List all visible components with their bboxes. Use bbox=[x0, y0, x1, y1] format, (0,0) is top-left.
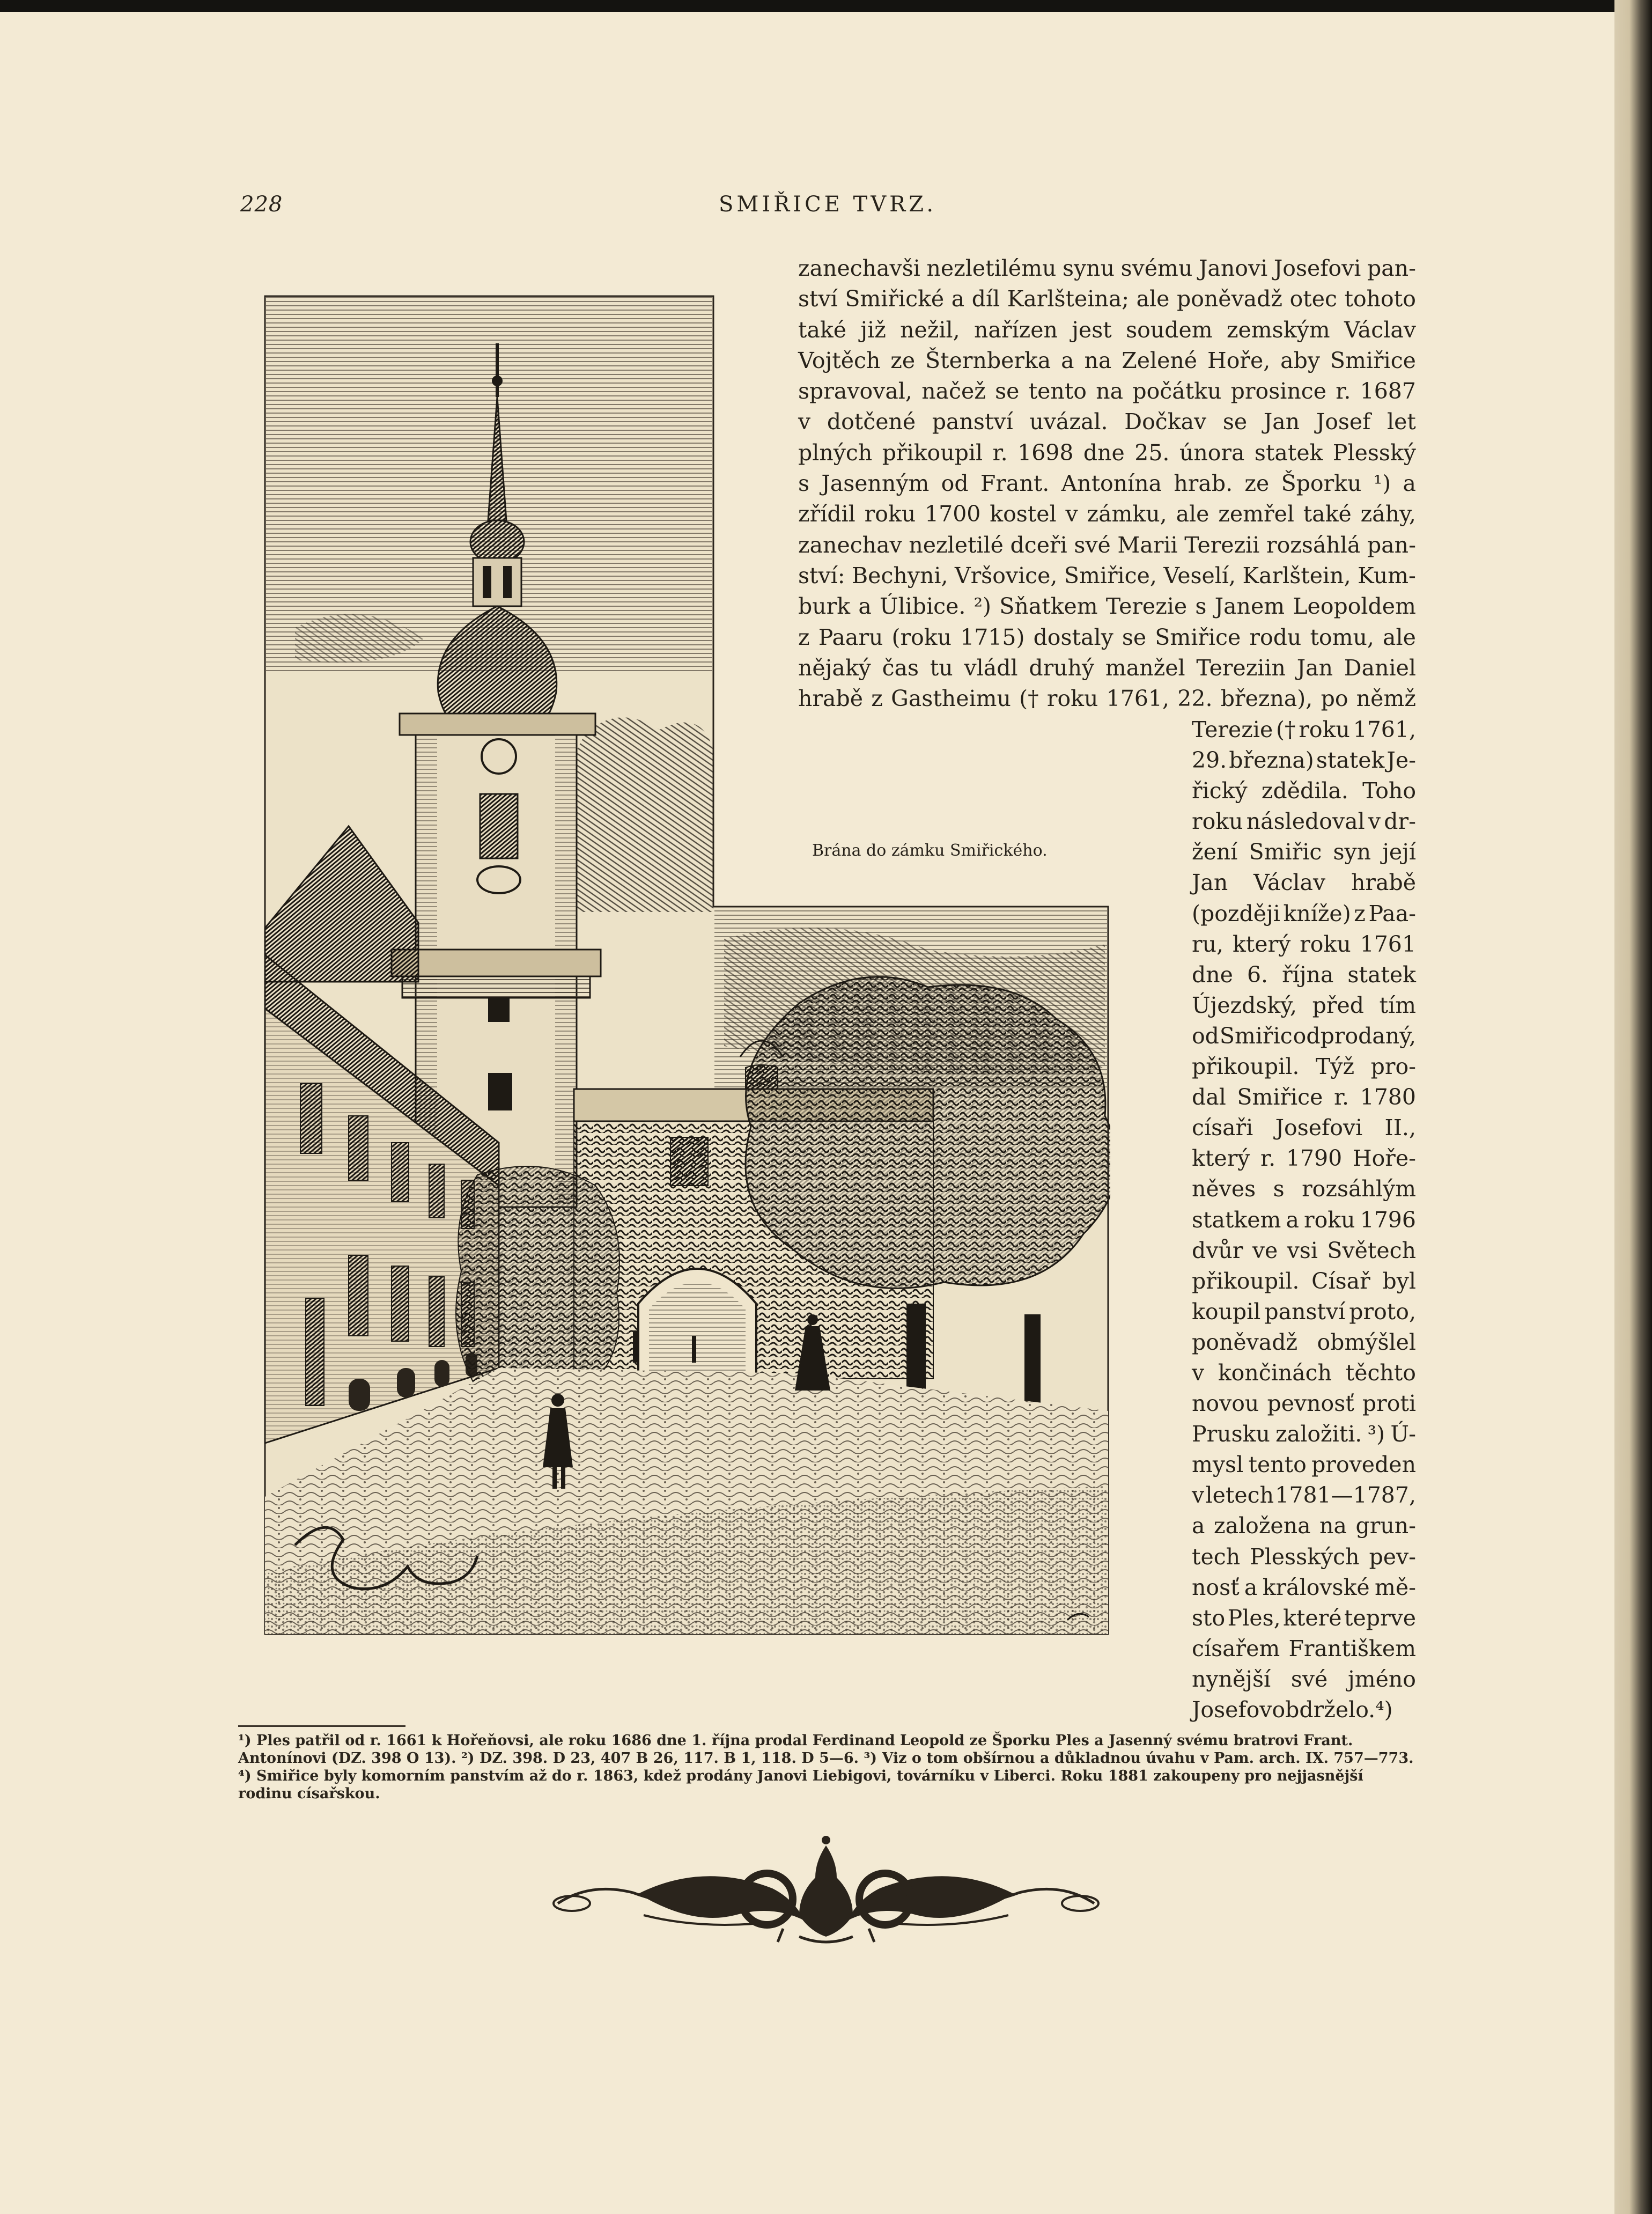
column-text-line: něves s rozsáhlým bbox=[1192, 1176, 1416, 1202]
footnotes: ¹) Ples patřil od r. 1661 k Hořeňovsi, ale roku 1686 dne 1. října prodal Ferdinand Leopold ze Šporku Ples a Jasenný svému bratrovi Frant. Antonínovi (DZ. 398 O 13). ²) DZ. 398. D 23, 407 B 26, 117. B 1, 118. D 5—6. ³) Viz o tom obšírnou a důkladnou úvahu v Pam. arch. IX. 757—773. ⁴) Smiřice byly komorním panstvím až do r. 1863, kdež prodány Janovi Liebigovi, továrníku v Liberci. Roku 1881 zakoupeny pro nejjasnější rodinu císařskou. bbox=[238, 1732, 1414, 1802]
text-line: zřídil roku 1700 kostel v zámku, ale zemřel také záhy, bbox=[798, 501, 1416, 527]
text-line: plných přikoupil r. 1698 dne 25. února statek Plesský bbox=[798, 439, 1416, 466]
text-line: hrabě z Gastheimu († roku 1761, 22. března), po němž bbox=[798, 686, 1416, 712]
text-line: ství Smiřické a díl Karlšteina; ale poněvadž otec tohoto bbox=[798, 286, 1416, 312]
column-text-line: roku následoval v dr- bbox=[1192, 808, 1416, 835]
column-text-line: novou pevnosť proti bbox=[1192, 1391, 1416, 1417]
column-text-line: Újezdský, před tím bbox=[1192, 992, 1416, 1018]
page-number: 228 bbox=[240, 192, 283, 217]
column-text-line: dal Smiřice r. 1780 bbox=[1192, 1084, 1416, 1110]
column-text-line: statkem a roku 1796 bbox=[1192, 1207, 1416, 1233]
column-text-line: mysl tento proveden bbox=[1192, 1452, 1416, 1478]
text-line: z Paaru (roku 1715) dostaly se Smiřice rodu tomu, ale bbox=[798, 624, 1416, 650]
column-text-line: ru, který roku 1761 bbox=[1192, 931, 1416, 957]
column-text-line: který r. 1790 Hoře- bbox=[1192, 1145, 1416, 1172]
text-line: s Jasenným od Frant. Antonína hrab. ze Šporku ¹) a bbox=[798, 470, 1416, 497]
column-text-line: a založena na grun- bbox=[1192, 1513, 1416, 1539]
text-line: nějaký čas tu vládl druhý manžel Tereziin Jan Daniel bbox=[798, 654, 1416, 681]
column-text-line: dvůr ve vsi Světech bbox=[1192, 1237, 1416, 1263]
scan-top-edge bbox=[0, 0, 1652, 12]
column-text-line: koupil panství proto, bbox=[1192, 1298, 1416, 1325]
column-text-line: sto Ples, které teprve bbox=[1192, 1605, 1416, 1631]
column-text-line: Prusku založiti. ³) Ú- bbox=[1192, 1421, 1416, 1447]
text-line: také již nežil, nařízen jest soudem zemským Václav bbox=[798, 317, 1416, 343]
column-text-line: řický zdědila. Toho bbox=[1192, 778, 1416, 804]
column-text-line: od Smiřic odprodaný, bbox=[1192, 1023, 1416, 1049]
figure-caption: Brána do zámku Smiřického. bbox=[812, 841, 1048, 860]
column-text-line: nosť a královské mě- bbox=[1192, 1574, 1416, 1600]
column-text-line: tech Plesských pev- bbox=[1192, 1543, 1416, 1570]
column-text-line: dne 6. října statek bbox=[1192, 961, 1416, 988]
column-text-line: žení Smiřic syn její bbox=[1192, 839, 1416, 865]
column-text-line: přikoupil. Císař byl bbox=[1192, 1268, 1416, 1294]
column-text-line: císařem Františkem bbox=[1192, 1635, 1416, 1661]
column-text-line: 29. března) statek Je- bbox=[1192, 747, 1416, 774]
text-line: ství: Bechyni, Vršovice, Smiřice, Veselí, Karlštein, Kum- bbox=[798, 562, 1416, 589]
column-text-line: Terezie († roku 1761, bbox=[1192, 717, 1416, 742]
footnote-rule bbox=[238, 1725, 405, 1727]
body-text-column bbox=[1192, 715, 1416, 1725]
running-head: SMIŘICE TVRZ. bbox=[719, 192, 937, 217]
text-line: spravoval, načež se tento na počátku prosince r. 1687 bbox=[798, 378, 1416, 404]
column-text-line: v končinách těchto bbox=[1192, 1359, 1416, 1386]
column-text-line: Josefov obdrželo. ⁴) bbox=[1192, 1697, 1393, 1723]
engraving-castle-gate bbox=[263, 295, 1110, 1636]
column-text-line: v letech 1781—1787, bbox=[1192, 1482, 1416, 1509]
column-text-line: Jan Václav hrabě bbox=[1192, 870, 1416, 896]
column-text-line: (později kníže) z Paa- bbox=[1192, 900, 1416, 926]
column-text-line: přikoupil. Týž pro- bbox=[1192, 1054, 1416, 1080]
column-text-line: nynější své jméno bbox=[1192, 1666, 1416, 1692]
scan-right-edge bbox=[1614, 0, 1652, 2214]
text-line: v dotčené panství uvázal. Dočkav se Jan Josef let bbox=[798, 409, 1416, 435]
column-text-line: císaři Josefovi II., bbox=[1192, 1115, 1416, 1141]
ornament-tailpiece bbox=[547, 1835, 1105, 1953]
column-text-line: poněvadž obmýšlel bbox=[1192, 1329, 1416, 1355]
text-line: Vojtěch ze Šternberka a na Zelené Hoře, aby Smiřice bbox=[798, 347, 1416, 373]
text-line: zanechav nezletilé dceři své Marii Terezii rozsáhlá pan- bbox=[798, 532, 1416, 558]
text-line: burk a Úlibice. ²) Sňatkem Terezie s Janem Leopoldem bbox=[798, 593, 1416, 620]
text-line: zanechavši nezletilému synu svému Janovi Josefovi pan- bbox=[798, 255, 1416, 281]
